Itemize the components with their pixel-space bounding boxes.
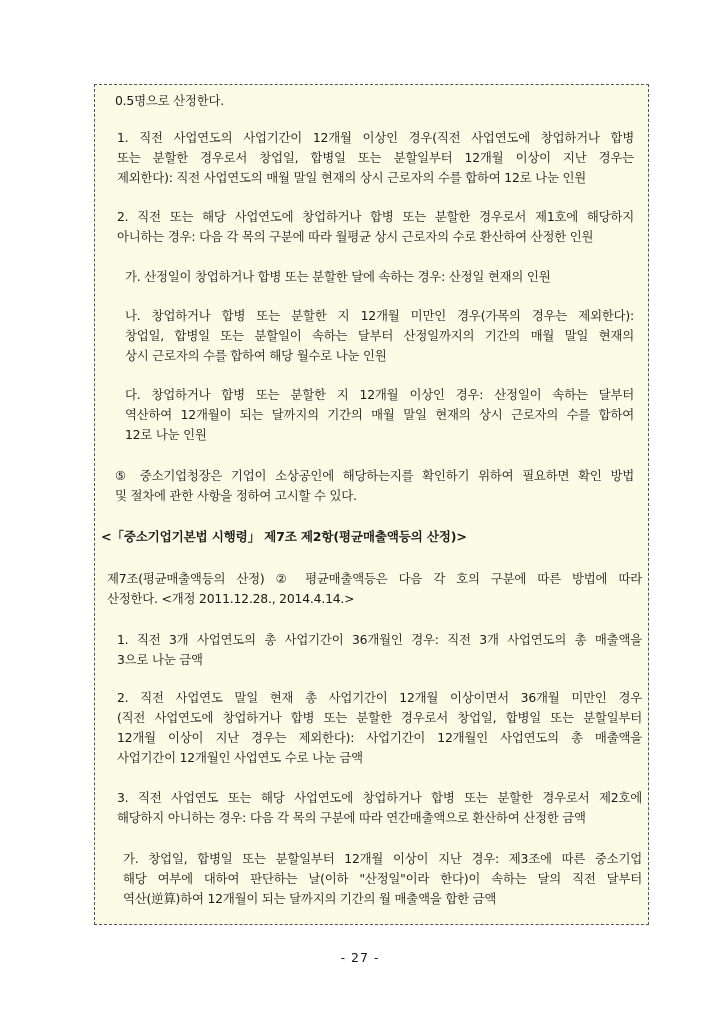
paragraph-article-7 <box>107 569 642 609</box>
text-line: 상시 근로자의 수를 합하여 해당 월수로 나눈 인원 <box>125 348 387 363</box>
text-line: 역산하여 12개월이 되는 달까지의 기간의 매월 말일 현재의 상시 근로자의 수를 합하여 <box>125 407 634 422</box>
section-heading <box>101 527 634 547</box>
paragraph-revenue-item-1 <box>117 630 642 670</box>
text-line: 사업기간이 12개월인 사업연도 수로 나눈 금액 <box>117 750 363 765</box>
text-line: 2. 직전 사업연도 말일 현재 총 사업기간이 12개월 이상이면서 36개월 미만인 경우 <box>117 690 642 705</box>
paragraph-subitem-ga <box>125 267 634 287</box>
paragraph-item-2 <box>117 207 634 247</box>
paragraph-revenue-subitem-ga <box>123 849 642 909</box>
text-line: 해당하지 아니하는 경우: 다음 각 목의 구분에 따라 연간매출액으로 환산하여 산정한 금액 <box>117 810 586 825</box>
text-line: ⑤ 중소기업청장은 기업이 소상공인에 해당하는지를 확인하기 위하여 필요하면 확인 방법 <box>115 468 634 483</box>
paragraph-clause-5 <box>115 466 634 506</box>
text-line: 해당 여부에 대하여 판단하는 날(이하 "산정일"이라 한다)이 속하는 달의 직전 달부터 <box>123 871 642 886</box>
text-line: 창업일, 합병일 또는 분할일이 속하는 달부터 산정일까지의 기간의 매월 말일 현재의 <box>125 328 634 343</box>
text-line: 1. 직전 3개 사업연도의 총 사업기간이 36개월인 경우: 직전 3개 사업연도의 총 매출액을 <box>117 632 642 647</box>
text-line: 역산(逆算)하여 12개월이 되는 달까지의 기간의 월 매출액을 합한 금액 <box>123 891 497 906</box>
text-line: 1. 직전 사업연도의 사업기간이 12개월 이상인 경우(직전 사업연도에 창업하거나 합병 <box>117 130 634 145</box>
text-line: 제외한다): 직전 사업연도의 매월 말일 현재의 상시 근로자의 수를 합하여 12로 나눈 인원 <box>117 170 586 185</box>
text-line: 산정한다. <개정 2011.12.28., 2014.4.14.> <box>107 591 355 606</box>
heading-text: <「중소기업기본법 시행령」 제7조 제2항(평균매출액등의 산정)> <box>101 529 467 544</box>
text-line: 나. 창업하거나 합병 또는 분할한 지 12개월 미만인 경우(가목의 경우는 제외한다): <box>125 308 634 323</box>
text-line: 또는 분할한 경우로서 창업일, 합병일 또는 분할일부터 12개월 이상이 지난 경우는 <box>117 150 634 165</box>
text-line: 12로 나눈 인원 <box>125 427 207 442</box>
text-line: (직전 사업연도에 창업하거나 합병 또는 분할한 경우로서 창업일, 합병일 또는 분할일부터 <box>117 710 642 725</box>
paragraph-headcount-note <box>115 91 628 111</box>
text-line: 3으로 나눈 금액 <box>117 652 203 667</box>
text-line: 및 절차에 관한 사항을 정하여 고시할 수 있다. <box>115 488 357 503</box>
text-line: 2. 직전 또는 해당 사업연도에 창업하거나 합병 또는 분할한 경우로서 제1호에 해당하지 <box>117 209 634 224</box>
document-content-box <box>94 84 649 925</box>
text-line: 12개월 이상이 지난 경우는 제외한다): 사업기간이 12개월인 사업연도의 총 매출액을 <box>117 730 642 745</box>
text-line: 0.5명으로 산정한다. <box>115 93 224 108</box>
paragraph-subitem-da <box>125 385 634 445</box>
text-line: 제7조(평균매출액등의 산정) ② 평균매출액등은 다음 각 호의 구분에 따른 방법에 따라 <box>107 571 642 586</box>
paragraph-subitem-na <box>125 306 634 366</box>
text-line: 가. 창업일, 합병일 또는 분할일부터 12개월 이상이 지난 경우: 제3조에 따른 중소기업 <box>123 851 642 866</box>
text-line: 가. 산정일이 창업하거나 합병 또는 분할한 달에 속하는 경우: 산정일 현재의 인원 <box>125 269 551 284</box>
paragraph-revenue-item-3 <box>117 788 642 828</box>
paragraph-item-1 <box>117 128 634 188</box>
paragraph-revenue-item-2 <box>117 688 642 768</box>
page-number: - 27 - <box>340 950 380 965</box>
text-line: 3. 직전 사업연도 또는 해당 사업연도에 창업하거나 합병 또는 분할한 경우로서 제2호에 <box>117 790 642 805</box>
text-line: 다. 창업하거나 합병 또는 분할한 지 12개월 이상인 경우: 산정일이 속하는 달부터 <box>125 387 634 402</box>
text-line: 아니하는 경우: 다음 각 목의 구분에 따라 월평균 상시 근로자의 수로 환산하여 산정한 인원 <box>117 229 594 244</box>
